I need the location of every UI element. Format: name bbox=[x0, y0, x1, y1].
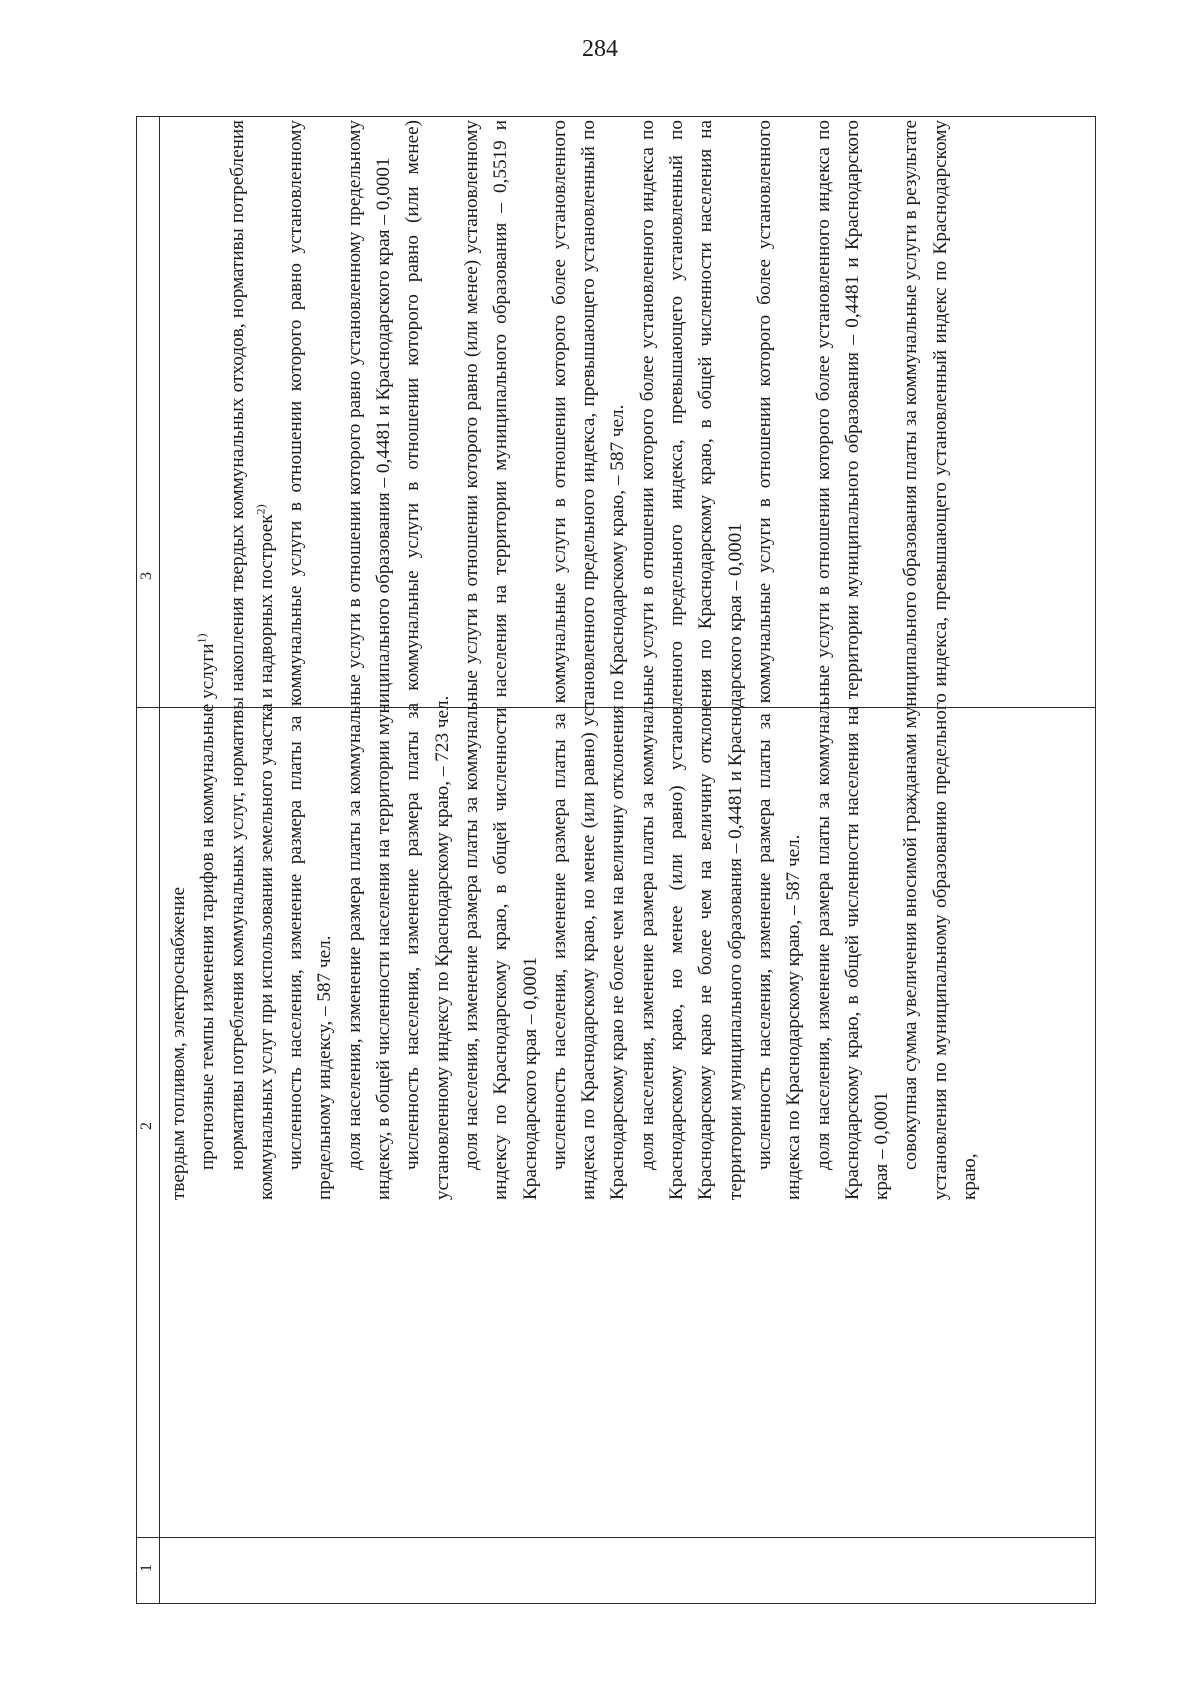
paragraph bbox=[281, 120, 340, 1200]
paragraph bbox=[223, 120, 282, 1200]
paragraph-text: доля населения, изменение размера платы за коммунальные услуги в отношении которого равно установленному предельному индексу, в общей численности населения на территории муниципального образования – 0,4481 и Краснодарского края – 0,0001 bbox=[343, 120, 395, 1200]
paragraph-text: численность населения, изменение размера платы за коммунальные услуги в отношении которого более установленного индекса по Краснодарскому краю, но менее (или равно) установленного предельного индекса, превышающего установленный по Краснодарскому краю не более чем на величину отклонения по Краснодарскому краю, – 587 чел. bbox=[548, 120, 629, 1200]
footnote-ref: 1) bbox=[194, 633, 209, 644]
footnote-ref: 2) bbox=[253, 504, 268, 515]
column-header-1: 1 bbox=[138, 1564, 155, 1572]
paragraph bbox=[750, 120, 809, 1200]
paragraph bbox=[457, 120, 545, 1200]
column-3-content-area bbox=[164, 120, 1094, 1600]
paragraph-text: численность населения, изменение размера платы за коммунальные услуги в отношении которого равно (или менее) установленному индексу по Краснодарскому краю, – 723 чел. bbox=[402, 120, 453, 1200]
paragraph-text: доля населения, изменение размера платы за коммунальные услуги в отношении которого более установленного индекса по Краснодарскому краю, но менее (или равно) установленного предельного индекса, превышающего установленный по Краснодарскому краю не более чем на величину отклонения по Краснодарскому краю, в общей численности населения на территории муниципального образования – 0,4481 и Краснодарского края – 0,0001 bbox=[636, 120, 746, 1200]
column-header-3: 3 bbox=[138, 572, 155, 580]
paragraph-text: доля населения, изменение размера платы за коммунальные услуги в отношении которого более установленного индекса по Краснодарскому краю, в общей численности населения на территории муниципального образования – 0,4481 и Краснодарского края – 0,0001 bbox=[812, 120, 893, 1200]
header-row-border bbox=[159, 117, 160, 1603]
paragraph-text: численность населения, изменение размера платы за коммунальные услуги в отношении которого более установленного индекса по Краснодарскому краю, – 587 чел. bbox=[753, 120, 805, 1200]
paragraph-text: нормативы потребления коммунальных услуг, нормативы накопления твердых коммунальных отходов, нормативы потребления коммунальных услуг при использовании земельного участка и надворных построек bbox=[226, 120, 277, 1200]
paragraph bbox=[398, 120, 457, 1200]
paragraph bbox=[633, 120, 750, 1200]
page-number: 284 bbox=[582, 36, 618, 62]
paragraph-text: доля населения, изменение размера платы за коммунальные услуги в отношении которого равно (или менее) установленному индексу по Краснодарскому краю, в общей численности населения на территории муниципального образования – 0,5519 и Краснодарского края – 0,0001 bbox=[460, 120, 541, 1200]
paragraph bbox=[896, 120, 984, 1200]
paragraph-text: совокупная сумма увеличения вносимой гражданами муниципального образования платы за коммунальные услуги в результате установления по муниципальному образованию предельного индекса, превышающего установленный индекс по Краснодарскому краю, bbox=[900, 120, 981, 1200]
paragraph-text: твердым топливом, электроснабжение bbox=[168, 886, 189, 1200]
paragraph bbox=[193, 120, 222, 1200]
paragraph bbox=[164, 120, 193, 1200]
paragraph bbox=[340, 120, 399, 1200]
paragraph bbox=[809, 120, 897, 1200]
paragraph-text: численность населения, изменение размера платы за коммунальные услуги в отношении которого равно установленному предельному индексу, – 587 чел. bbox=[285, 120, 336, 1200]
paragraph-text: прогнозные темпы изменения тарифов на коммунальные услуги bbox=[197, 643, 219, 1170]
column-header-2: 2 bbox=[138, 1122, 155, 1130]
paragraph bbox=[545, 120, 633, 1200]
column-3-text bbox=[164, 120, 1089, 1200]
